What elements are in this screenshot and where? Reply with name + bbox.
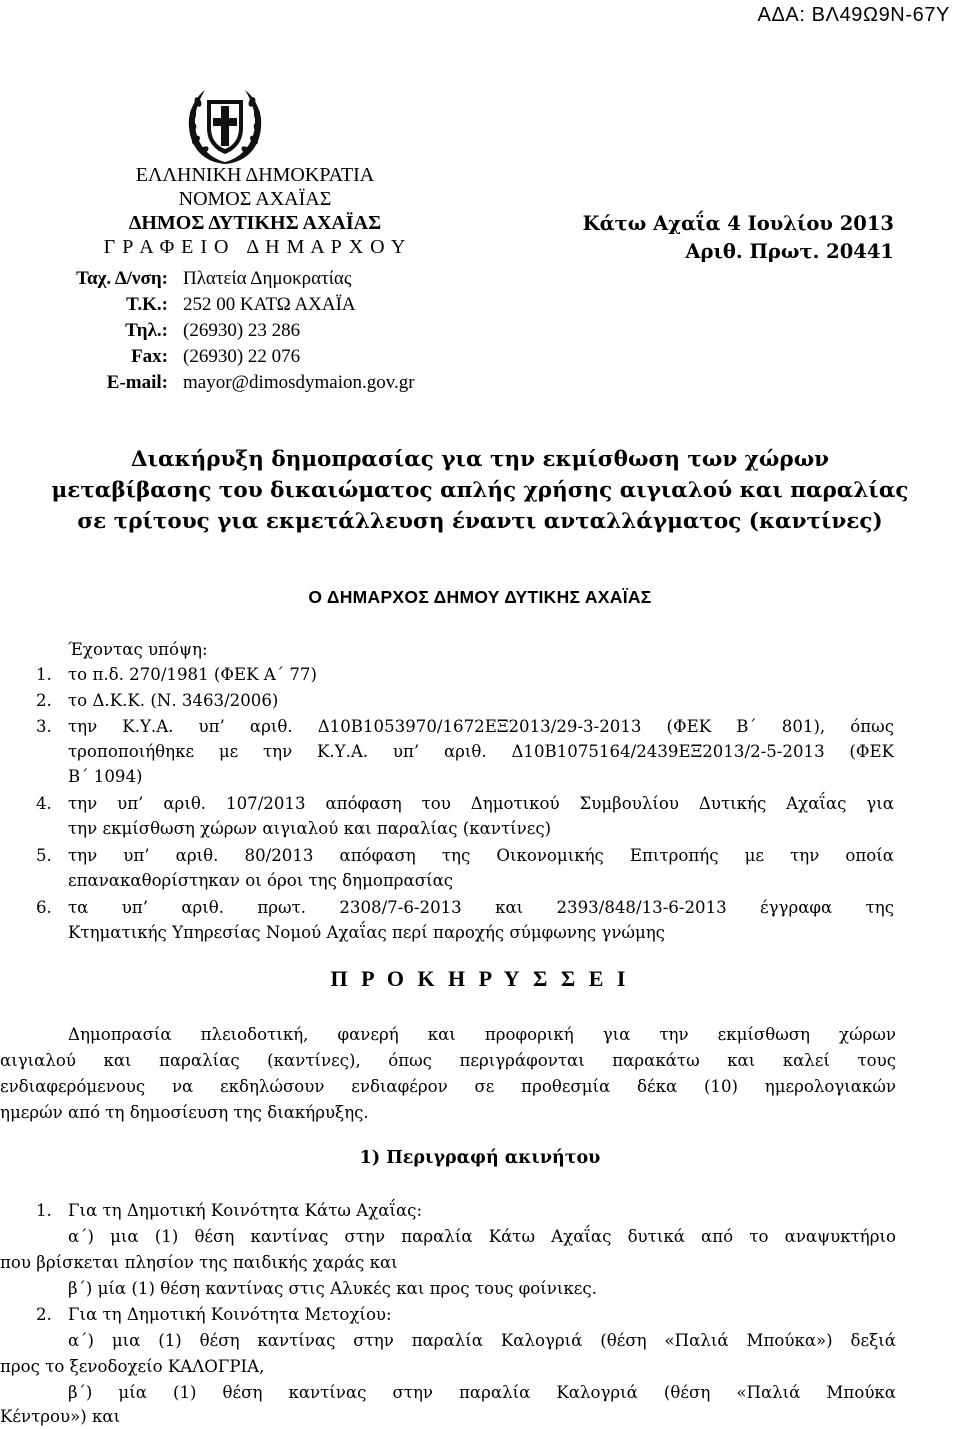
section-title: 1) Περιγραφή ακινήτου [359,1148,601,1168]
list-number: 2. [36,1305,52,1324]
list-number: 6. [36,898,52,917]
list-item [36,714,894,789]
considering-label: Έχοντας υπόψη: [68,640,208,659]
list-text: Κτηματικής Υπηρεσίας Νομού Αχαΐας περί παροχής σύμφωνης γνώμης [68,923,665,942]
list-number: 1. [36,665,52,684]
list-text: το π.δ. 270/1981 (ΦΕΚ Α΄ 77) [68,665,317,684]
phone-value: (26930) 23 286 [183,320,301,341]
phone-label: Τηλ.: [125,320,168,341]
postal-code-value: 252 00 ΚΑΤΩ ΑΧΑΪΑ [183,294,356,315]
list-text: Για τη Δημοτική Κοινότητα Κάτω Αχαΐας: [68,1201,423,1220]
header-municipality: ΔΗΜΟΣ ΔΥΤΙΚΗΣ ΑΧΑΪΑΣ [128,212,382,234]
ada-code: ΑΔΑ: ΒΛ49Ω9Ν-67Υ [757,4,950,26]
list-item [36,662,894,687]
protocol-number: Αριθ. Πρωτ. 20441 [685,240,894,263]
list-text: Β΄ 1094) [68,767,143,786]
fax-value: (26930) 22 076 [183,346,301,367]
document-title [0,444,960,537]
title-line: σε τρίτους για εκμετάλλευση έναντι ανταλλάγματος (καντίνες) [77,509,883,534]
list-number: 3. [36,717,52,736]
mayor-heading: Ο ΔΗΜΑΡΧΟΣ ΔΗΜΟΥ ΔΥΤΙΚΗΣ ΑΧΑΪΑΣ [308,587,652,607]
list-text: την υπ’ αριθ. 107/2013 απόφαση του Δημοτικού Συμβουλίου Δυτικής Αχαΐας για [68,794,894,813]
address-value: Πλατεία Δημοκρατίας [183,268,352,289]
intro-line: αιγιαλού και παραλίας (καντίνες), όπως περιγράφονται παρακάτω και καλεί τους [0,1051,896,1070]
list-number: 1. [36,1201,52,1220]
list-item [36,1302,894,1327]
proclaims-heading: Π Ρ Ο Κ Η Ρ Υ Σ Σ Ε Ι [330,966,630,991]
property-line: β΄) μία (1) θέση καντίνας στις Αλυκές και προς τους φοίνικες. [68,1279,597,1298]
list-text: τα υπ’ αριθ. πρωτ. 2308/7-6-2013 και 2393/848/13-6-2013 έγγραφα της [68,898,894,917]
property-line: α΄) μια (1) θέση καντίνας στην παραλία Καλογριά (θέση «Παλιά Μπούκα») δεξιά [68,1331,896,1350]
email-label: E-mail: [106,372,168,393]
list-text: την υπ’ αριθ. 80/2013 απόφαση της Οικονομικής Επιτροπής με την οποία [68,846,894,865]
intro-line: ενδιαφερόμενους να εκδηλώσουν ενδιαφέρον σε προθεσμία δέκα (10) ημερολογιακών [0,1077,896,1096]
address-label: Ταχ. Δ/νση: [76,268,168,289]
title-line: Διακήρυξη δημοπρασίας για την εκμίσθωση των χώρων [130,447,830,472]
header-prefecture: ΝΟΜΟΣ ΑΧΑΪΑΣ [178,188,332,210]
list-number: 2. [36,691,52,710]
property-line: προς το ξενοδοχείο ΚΑΛΟΓΡΙΑ, [0,1357,265,1376]
list-number: 5. [36,846,52,865]
property-line: Κέντρου») και [0,1407,121,1426]
title-line: μεταβίβασης του δικαιώματος απλής χρήσης αιγιαλού και παραλίας [51,478,909,503]
intro-line: ημερών από τη δημοσίευση της διακήρυξης. [0,1103,369,1122]
list-text: Για τη Δημοτική Κοινότητα Μετοχίου: [68,1305,392,1324]
property-line: που βρίσκεται πλησίον της παιδικής χαράς και [0,1253,398,1272]
fax-label: Fax: [131,346,168,367]
property-line: β΄) μία (1) θέση καντίνας στην παραλία Καλογριά (θέση «Παλιά Μπούκα [68,1383,896,1402]
property-line: α΄) μια (1) θέση καντίνας στην παραλία Κάτω Αχαΐας δυτικά από το αναψυκτήριο [68,1227,896,1246]
header-office: Γ Ρ Α Φ Ε Ι Ο Δ Η Μ Α Ρ Χ Ο Υ [103,236,407,258]
list-item [36,895,894,945]
list-item [36,1198,894,1223]
postal-code-label: Τ.Κ.: [126,294,168,315]
list-number: 4. [36,794,52,813]
document-date: Κάτω Αχαΐα 4 Ιουλίου 2013 [582,212,894,235]
list-item [36,843,894,893]
list-text: την Κ.Υ.Α. υπ’ αριθ. Δ10Β1053970/1672ΕΞ2013/29-3-2013 (ΦΕΚ Β΄ 801), όπως [68,717,894,736]
list-text: το Δ.Κ.Κ. (Ν. 3463/2006) [68,691,279,710]
list-text: τροποποιήθηκε με την Κ.Υ.Α. υπ’ αριθ. Δ10Β1075164/2439ΕΞ2013/2-5-2013 (ΦΕΚ [68,742,894,761]
list-text: την εκμίσθωση χώρων αιγιαλού και παραλίας (καντίνες) [68,819,552,838]
list-text: επανακαθορίστηκαν οι όροι της δημοπρασίας [68,871,454,890]
greek-emblem-icon [183,84,267,168]
list-item [36,791,894,841]
email-value: mayor@dimosdymaion.gov.gr [183,372,415,393]
intro-line: Δημοπρασία πλειοδοτική, φανερή και προφορική για την εκμίσθωση χώρων [68,1025,896,1044]
list-item [36,688,894,713]
header-country: ΕΛΛΗΝΙΚΗ ΔΗΜΟΚΡΑΤΙΑ [135,164,375,186]
